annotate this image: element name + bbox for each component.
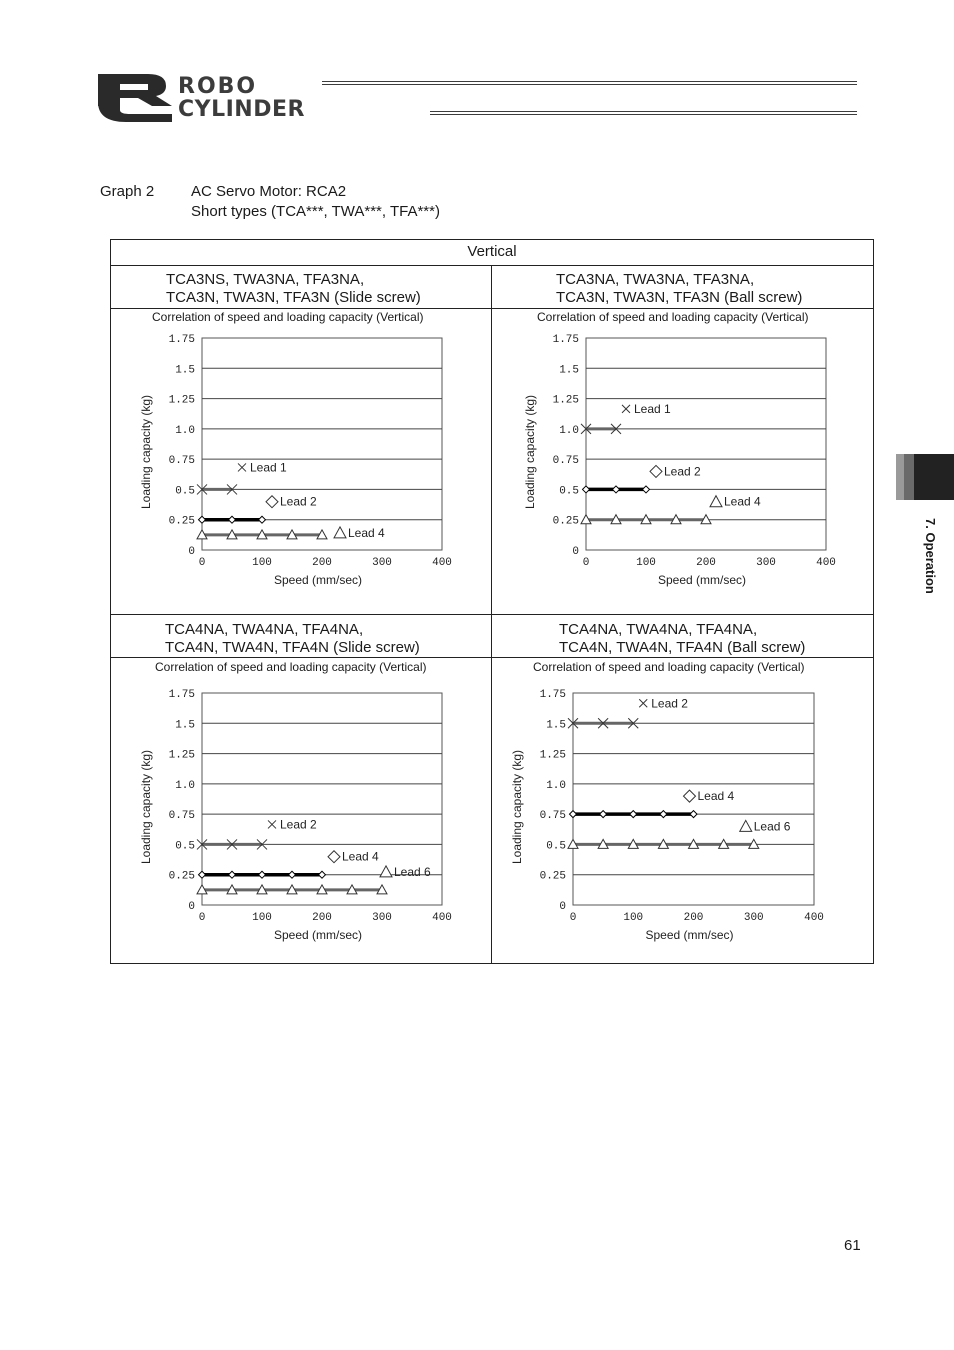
data-point [199,871,206,878]
series-label: Lead 4 [348,525,385,540]
data-point [570,811,577,818]
x-tick-label: 0 [198,912,206,924]
y-tick-label: 1.5 [546,719,566,732]
chart-1 [120,326,485,610]
x-tick-label: 300 [743,912,764,924]
x-tick-label: 100 [252,912,272,924]
y-tick-label: 1.5 [175,719,195,732]
series-lead-2 [568,718,638,728]
cell-title-2 [556,271,802,307]
series-label: Lead 1 [634,401,671,416]
chapter-label: 7. Operation [923,518,938,594]
table-rule-1 [110,308,874,309]
x-tick-label: 200 [312,557,332,569]
x-tick-label: 400 [804,912,824,924]
chart-3 [120,676,485,960]
series-label-marker [334,527,346,538]
data-point [229,871,236,878]
chart-2 [500,326,865,610]
series-label-marker [268,820,276,828]
y-tick-label: 0 [559,901,566,913]
y-tick-label: 1.0 [546,779,566,792]
series-label: Lead 1 [250,460,287,475]
y-tick-label: 0.75 [552,455,579,468]
y-tick-label: 1.0 [175,424,195,437]
graph-caption-line1: AC Servo Motor: RCA2 [191,183,347,200]
x-tick-label: 400 [432,912,452,924]
series-lead-6 [197,885,387,894]
series-label: Lead 6 [753,819,791,834]
x-tick-label: 200 [312,912,332,924]
graph-caption-line2: Short types (TCA***, TWA***, TFA***) [191,203,440,220]
logo-text-robo: ROBO [178,74,258,99]
data-point [289,871,296,878]
data-point [583,486,590,493]
y-tick-label: 0.5 [546,840,566,853]
y-tick-label: 1.25 [168,394,195,407]
cell-title-2-line2: TCA3N, TWA3N, TFA3N (Ball screw) [556,289,803,306]
x-tick-label: 400 [432,557,452,569]
data-point [319,871,326,878]
series-label-marker [639,699,647,707]
series-label-marker [266,496,278,508]
table-divider-vertical-top [491,266,492,614]
y-tick-label: 1.25 [552,394,579,407]
data-point [690,811,697,818]
x-tick-label: 0 [569,912,577,924]
data-point [630,811,637,818]
data-point [259,871,266,878]
chart-title-1: Correlation of speed and loading capacity (Vertical) [152,310,424,324]
y-tick-label: 1.75 [168,689,195,701]
y-tick-label: 1.0 [559,424,579,437]
series-label-marker [622,405,630,413]
y-tick-label: 0 [188,901,195,913]
cell-title-3-line1: TCA4NA, TWA4NA, TFA4NA, [165,621,364,638]
x-tick-label: 0 [582,557,590,569]
table-rule-2 [110,614,874,615]
chapter-tab [896,454,954,500]
cell-title-1-line2: TCA3N, TWA3N, TFA3N (Slide screw) [166,289,421,306]
y-tick-label: 0 [188,546,195,558]
data-point [199,516,206,523]
table-divider-vertical-bottom [491,614,492,964]
header-rule-bottom [430,111,857,115]
series-label: Lead 4 [697,789,735,804]
x-axis-label: Speed (mm/sec) [657,573,747,587]
series-label: Lead 2 [280,494,317,509]
y-tick-label: 0.25 [539,870,566,883]
y-tick-label: 1.0 [175,779,195,792]
cell-title-3 [165,621,420,657]
series-lead-4 [581,515,711,524]
cell-title-1 [166,271,421,307]
chart-title-4: Correlation of speed and loading capacity (Vertical) [533,660,805,674]
series-label-marker [380,866,392,877]
y-tick-label: 0.5 [175,840,195,853]
data-point [660,811,667,818]
series-lead-1 [197,484,237,494]
y-tick-label: 0.25 [168,515,195,528]
data-point [643,486,650,493]
series-label: Lead 2 [664,464,701,479]
x-tick-label: 300 [372,557,392,569]
series-label-marker [650,465,662,477]
x-tick-label: 400 [816,557,836,569]
table-rule-3 [110,657,874,658]
x-tick-label: 100 [623,912,644,924]
chart-title-2: Correlation of speed and loading capacity (Vertical) [537,310,809,324]
x-axis-label: Speed (mm/sec) [273,573,363,587]
plot-area [573,693,814,905]
cell-title-4-line1: TCA4NA, TWA4NA, TFA4NA, [559,621,758,638]
y-tick-label: 1.5 [559,364,579,377]
series-label: Lead 4 [724,494,761,509]
y-tick-label: 1.25 [539,749,566,762]
cell-title-4-line2: TCA4N, TWA4N, TFA4N (Ball screw) [559,639,806,656]
data-point [259,516,266,523]
graph-caption-label: Graph 2 [100,183,155,200]
y-axis-label: Loading capacity (kg) [139,394,153,510]
chart-4 [500,676,865,960]
y-tick-label: 1.75 [539,689,566,701]
y-tick-label: 1.5 [175,364,195,377]
table-header: Vertical [110,239,874,266]
y-axis-label: Loading capacity (kg) [523,394,537,510]
y-tick-label: 1.75 [552,334,579,346]
x-tick-label: 0 [198,557,206,569]
data-point [613,486,620,493]
chart-title-3: Correlation of speed and loading capacity (Vertical) [155,660,427,674]
cell-title-3-line2: TCA4N, TWA4N, TFA4N (Slide screw) [165,639,420,656]
series-label: Lead 2 [280,817,317,832]
logo-text-cylinder: CYLINDER [178,97,305,122]
x-tick-label: 200 [696,557,716,569]
series-label: Lead 4 [342,849,379,864]
x-tick-label: 300 [372,912,392,924]
y-tick-label: 0.5 [559,485,579,498]
series-label-marker [328,851,340,863]
x-tick-label: 100 [636,557,656,569]
y-tick-label: 1.75 [168,334,195,346]
x-axis-label: Speed (mm/sec) [645,928,734,942]
y-axis-label: Loading capacity (kg) [139,749,153,865]
series-label: Lead 2 [651,696,688,711]
y-tick-label: 0.75 [168,810,195,823]
y-tick-label: 1.25 [168,749,195,762]
cell-title-1-line1: TCA3NS, TWA3NA, TFA3NA, [166,271,365,288]
y-tick-label: 0.25 [552,515,579,528]
rc-logo-icon [96,72,174,124]
series-label-marker [238,463,246,471]
y-tick-label: 0.75 [168,455,195,468]
page-number: 61 [844,1237,861,1254]
series-label-marker [710,496,722,507]
series-lead-4 [199,871,326,878]
header-rule-top [322,81,857,85]
series-label: Lead 6 [394,864,431,879]
x-tick-label: 300 [756,557,776,569]
y-axis-label: Loading capacity (kg) [510,749,524,865]
y-tick-label: 0.75 [539,810,566,823]
series-lead-2 [199,516,266,523]
data-point [229,516,236,523]
series-lead-2 [197,839,267,849]
x-axis-label: Speed (mm/sec) [273,928,363,942]
series-lead-1 [581,424,621,434]
series-lead-6 [568,839,759,848]
y-tick-label: 0.25 [168,870,195,883]
cell-title-4 [559,621,805,657]
y-tick-label: 0 [572,546,579,558]
series-label-marker [740,820,752,831]
x-tick-label: 100 [252,557,272,569]
y-tick-label: 0.5 [175,485,195,498]
series-label-marker [684,790,696,802]
x-tick-label: 200 [683,912,704,924]
series-lead-4 [570,811,698,818]
data-point [600,811,607,818]
cell-title-2-line1: TCA3NA, TWA3NA, TFA3NA, [556,271,755,288]
series-lead-2 [583,486,650,493]
series-lead-4 [197,530,327,539]
